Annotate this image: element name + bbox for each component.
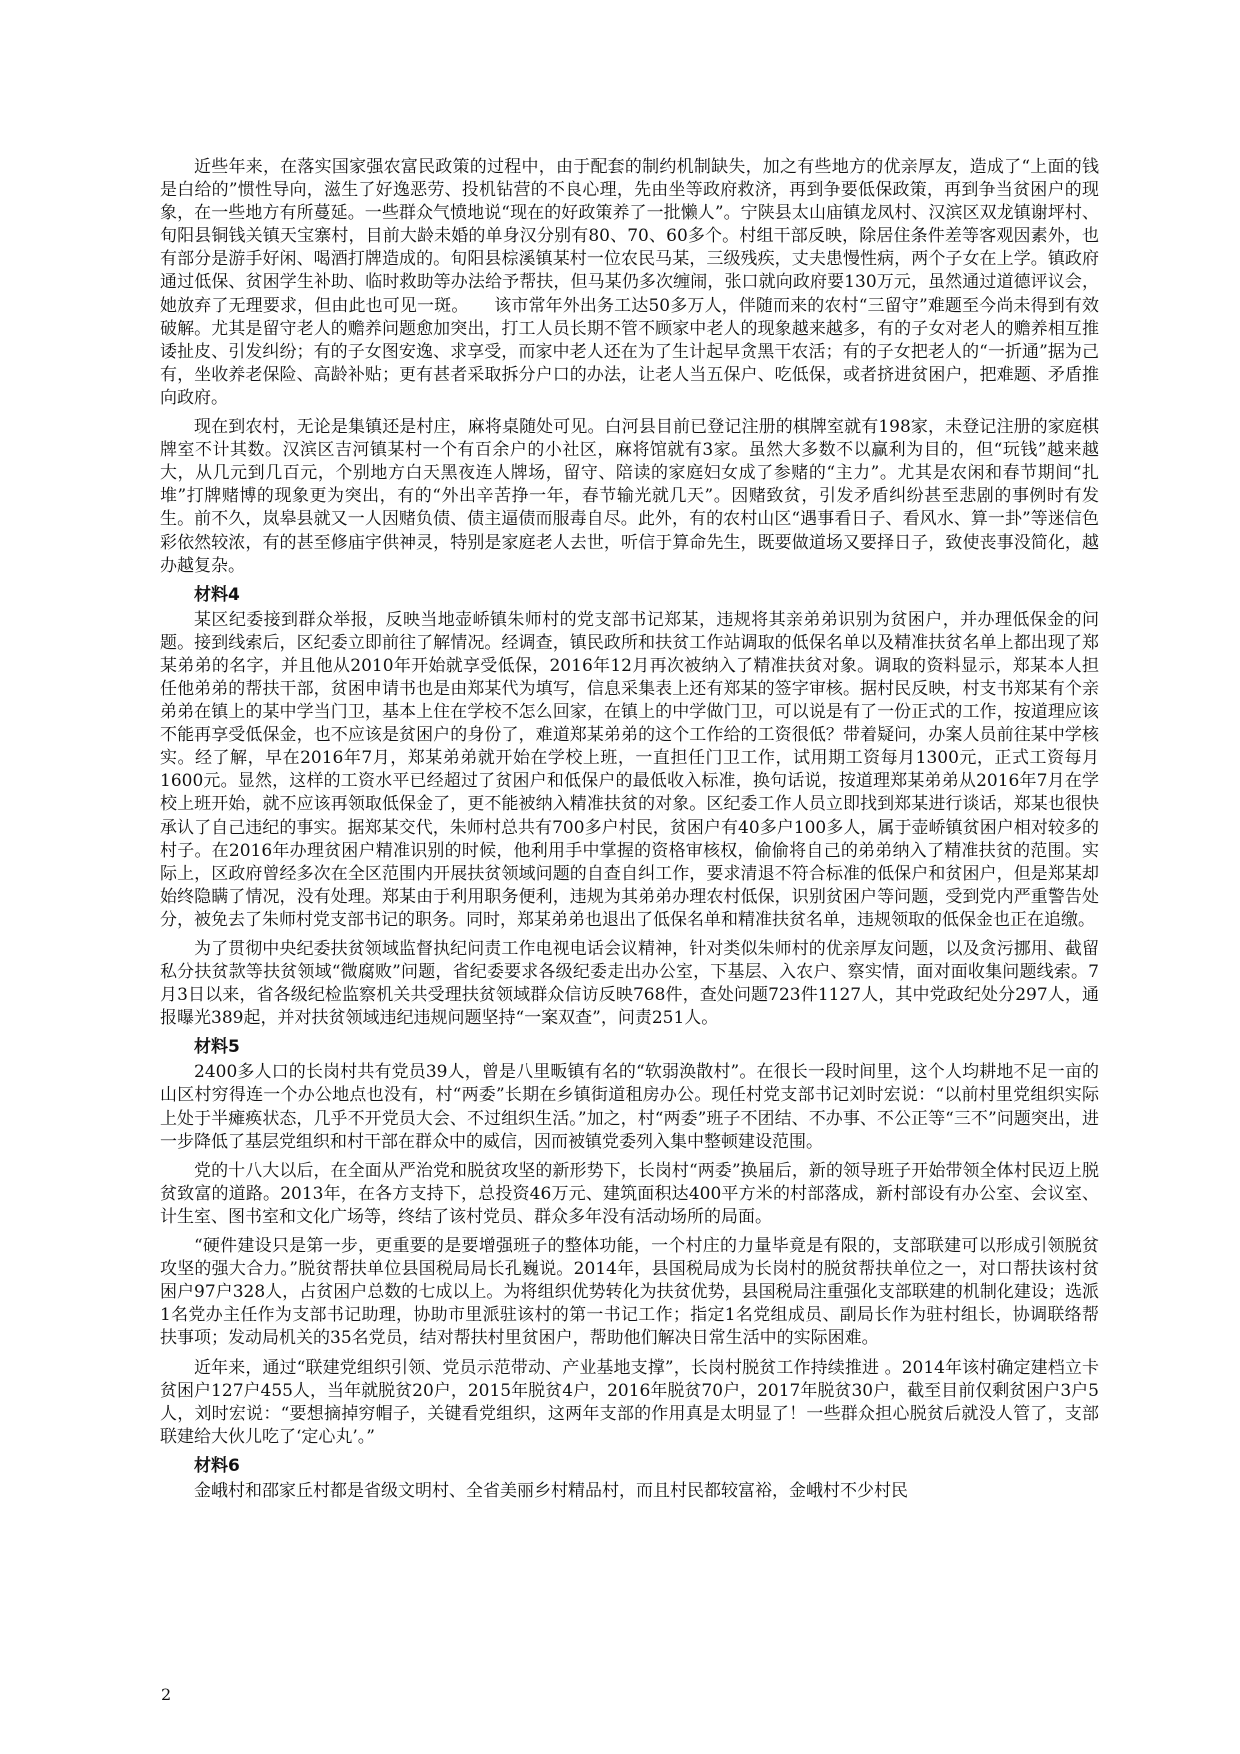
paragraph: 现在到农村，无论是集镇还是村庄，麻将桌随处可见。白河县目前已登记注册的棋牌室就有198家，未登记注册的家庭棋牌室不计其数。汉滨区吉河镇某村一个有百余户的小社区，麻将馆就有3家。虽然大多数不以赢利为目的，但“玩钱”越来越大，从几元到几百元，个别地方白天黑夜连人牌场，留守、陪读的家庭妇女成了参赌的“主力”。尤其是农闲和春节期间“扎堆”打牌赌博的现象更为突出，有的“外出辛苦挣一年，春节输光就几天”。因赌致贫，引发矛盾纠纷甚至悲剧的事例时有发生。前不久，岚皋县就又一人因赌负债、债主逼债而服毒自尽。此外，有的农村山区“遇事看日子、看风水、算一卦”等迷信色彩依然较浓，有的甚至修庙宇供神灵，特别是家庭老人去世，听信于算命先生，既要做道场又要择日子，致使丧事没简化，越办越复杂。 (160, 417, 1099, 576)
paragraph: 某区纪委接到群众举报，反映当地壶峤镇朱师村的党支部书记郑某，违规将其亲弟弟识别为贫困户，并办理低保金的问题。接到线索后，区纪委立即前往了解情况。经调查，镇民政所和扶贫工作站调取的低保名单以及精准扶贫名单上都出现了郑某弟弟的名字，并且他从2010年开始就享受低保，2016年12月再次被纳入了精准扶贫对象。调取的资料显示，郑某本人担任他弟弟的帮扶干部，贫困申请书也是由郑某代为填写，信息采集表上还有郑某的签字审核。据村民反映，村支书郑某有个亲弟弟在镇上的某中学当门卫，基本上住在学校不怎么回家，在镇上的中学做门卫，可以说是有了一份正式的工作，按道理应该不能再享受低保金，也不应该是贫困户的身份了，难道郑某弟弟的这个工作给的工资很低？带着疑问，办案人员前往某中学核实。经了解，早在2016年7月，郑某弟弟就开始在学校上班，一直担任门卫工作，试用期工资每月1300元，正式工资每月1600元。显然，这样的工资水平已经超过了贫困户和低保户的最低收入标准，换句话说，按道理郑某弟弟从2016年7月在学校上班开始，就不应该再领取低保金了，更不能被纳入精准扶贫的对象。区纪委工作人员立即找到郑某进行谈话，郑某也很快承认了自己违纪的事实。据郑某交代，朱师村总共有700多户村民，贫困户有40多户100多人，属于壶峤镇贫困户相对较多的村子。在2016年办理贫困户精准识别的时候，他利用手中掌握的资格审核权，偷偷将自己的弟弟纳入了精准扶贫的范围。实际上，区政府曾经多次在全区范围内开展扶贫领域问题的自查自纠工作，要求清退不符合标准的低保户和贫困户，但是郑某却始终隐瞒了情况，没有处理。郑某由于利用职务便利，违规为其弟弟办理农村低保，识别贫困户等问题，受到党内严重警告处分，被免去了朱师村党支部书记的职务。同时，郑某弟弟也退出了低保名单和精准扶贫名单，违规领取的低保金也正在追缴。 (160, 609, 1099, 930)
section-heading-material-6: 材料6 (194, 1455, 240, 1476)
paragraph: 近些年来，在落实国家强农富民政策的过程中，由于配套的制约机制缺失，加之有些地方的优亲厚友，造成了“上面的钱是白给的”惯性导向，滋生了好逸恶劳、投机钻营的不良心理，先由坐等政府救济，再到争要低保政策，再到争当贫困户的现象，在一些地方有所蔓延。一些群众气愤地说“现在的好政策养了一批懒人”。宁陕县太山庙镇龙凤村、汉滨区双龙镇谢坪村、旬阳县铜钱关镇天宝寨村，目前大龄未婚的单身汉分别有80、70、60多个。村组干部反映，除居住条件差等客观因素外，也有部分是游手好闲、喝酒打牌造成的。旬阳县棕溪镇某村一位农民马某，三级残疾，丈夫患慢性病，两个子女在上学。镇政府通过低保、贫困学生补助、临时救助等办法给予帮扶，但马某仍多次缠闹，张口就向政府要130万元，虽然通过道德评议会，她放弃了无理要求，但由此也可见一斑。 该市常年外出务工达50多万人，伴随而来的农村“三留守”难题至今尚未得到有效破解。尤其是留守老人的赡养问题愈加突出，打工人员长期不管不顾家中老人的现象越来越多，有的子女对老人的赡养相互推诿扯皮、引发纠纷；有的子女图安逸、求享受，而家中老人还在为了生计起早贪黑干农活；有的子女把老人的“一折通”据为己有，坐收养老保险、高龄补贴；更有甚者采取拆分户口的办法，让老人当五保户、吃低保，或者挤进贫困户，把难题、矛盾推向政府。 (160, 157, 1099, 408)
page-number: 2 (161, 1685, 172, 1704)
paragraph: 为了贯彻中央纪委扶贫领域监督执纪问责工作电视电话会议精神，针对类似朱师村的优亲厚友问题，以及贪污挪用、截留私分扶贫款等扶贫领域“微腐败”问题，省纪委要求各级纪委走出办公室，下基层、入农户、察实情，面对面收集问题线索。7月3日以来，省各级纪检监察机关共受理扶贫领域群众信访反映768件，查处问题723件1127人，其中党政纪处分297人，通报曝光389起，并对扶贫领域违纪违规问题坚持“一案双查”，问责251人。 (160, 939, 1099, 1029)
paragraph: 金峨村和邵家丘村都是省级文明村、全省美丽乡村精品村，而且村民都较富裕，金峨村不少村民 (194, 1480, 908, 1501)
section-heading-material-4: 材料4 (194, 584, 240, 605)
paragraph: 2400多人口的长岗村共有党员39人，曾是八里畈镇有名的“软弱涣散村”。在很长一段时间里，这个人均耕地不足一亩的山区村穷得连一个办公地点也没有，村“两委”长期在乡镇街道租房办公。现任村党支部书记刘时宏说：“以前村里党组织实际上处于半瘫痪状态，几乎不开党员大会、不过组织生活。”加之，村“两委”班子不团结、不办事、不公正等“三不”问题突出，进一步降低了基层党组织和村干部在群众中的威信，因而被镇党委列入集中整顿建设范围。 (160, 1062, 1099, 1152)
paragraph: 党的十八大以后，在全面从严治党和脱贫攻坚的新形势下，长岗村“两委”换届后，新的领导班子开始带领全体村民迈上脱贫致富的道路。2013年，在各方支持下，总投资46万元、建筑面积达400平方米的村部落成，新村部设有办公室、会议室、计生室、图书室和文化广场等，终结了该村党员、群众多年没有活动场所的局面。 (160, 1160, 1099, 1227)
section-heading-material-5: 材料5 (194, 1037, 240, 1058)
paragraph: 近年来，通过“联建党组织引领、党员示范带动、产业基地支撑”，长岗村脱贫工作持续推进 。2014年该村确定建档立卡贫困户127户455人，当年就脱贫20户，2015年脱贫4户，2016年脱贫70户，2017年脱贫30户，截至目前仅剩贫困户3户5人，刘时宏说：“要想摘掉穷帽子，关键看党组织，这两年支部的作用真是太明显了！一些群众担心脱贫后就没人管了，支部联建给大伙儿吃了‘定心丸’。” (160, 1357, 1099, 1447)
document-body (160, 156, 1099, 1509)
paragraph: “硬件建设只是第一步，更重要的是要增强班子的整体功能，一个村庄的力量毕竟是有限的，支部联建可以形成引领脱贫攻坚的强大合力。”脱贫帮扶单位县国税局局长孔巍说。2014年，县国税局成为长岗村的脱贫帮扶单位之一，对口帮扶该村贫困户97户328人，占贫困户总数的七成以上。为将组织优势转化为扶贫优势，县国税局注重强化支部联建的机制化建设；选派1名党办主任作为支部书记助理，协助市里派驻该村的第一书记工作；指定1名党组成员、副局长作为驻村组长，协调联络帮扶事项；发动局机关的35名党员，结对帮扶村里贫困户，帮助他们解决日常生活中的实际困难。 (160, 1236, 1099, 1349)
